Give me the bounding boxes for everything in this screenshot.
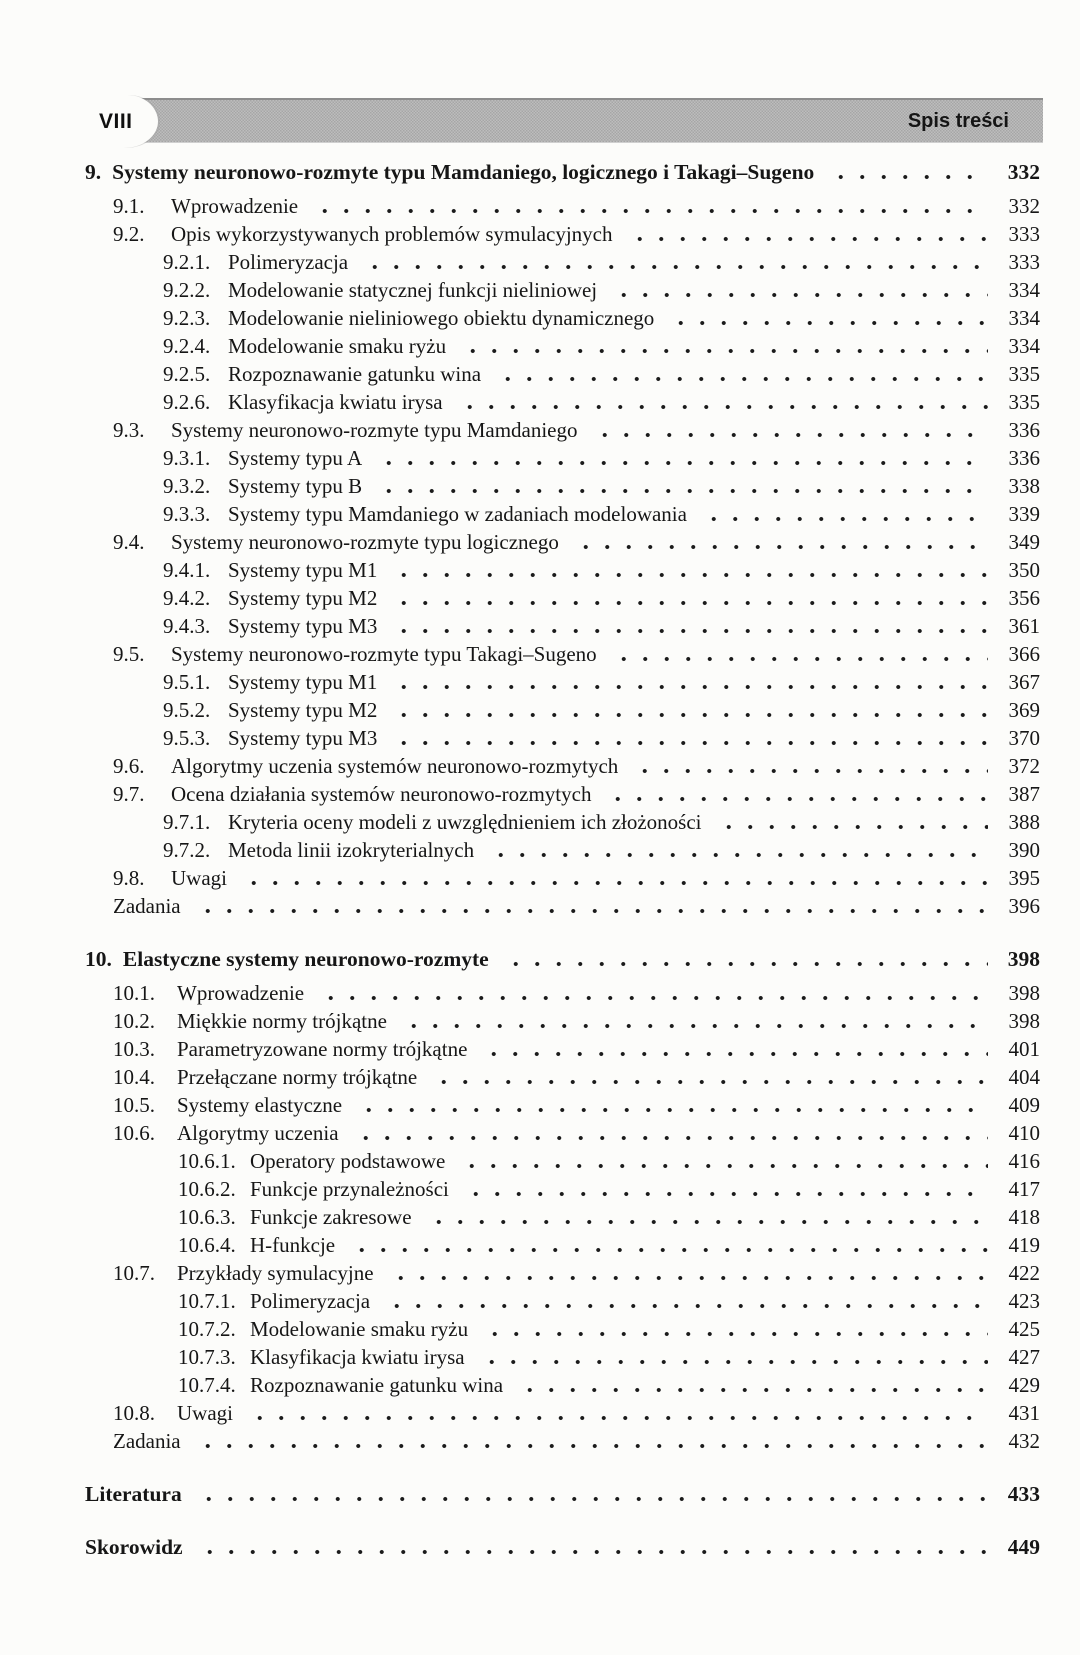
entry-title: Systemy neuronowo-rozmyte typu Mamdaniego, logicznego i Takagi–Sugeno <box>112 160 815 184</box>
toc-entry <box>85 192 1040 220</box>
entry-page: 366 <box>1008 642 1040 666</box>
entry-page: 332 <box>1008 194 1040 218</box>
toc-entry <box>85 360 1040 388</box>
entry-title: Systemy neuronowo-rozmyte typu logicznego <box>171 530 559 554</box>
entry-title: Algorytmy uczenia systemów neuronowo-rozmytych <box>171 754 619 778</box>
entry-page: 388 <box>1008 810 1040 834</box>
toc-entry <box>85 979 1040 1007</box>
dot-leader <box>191 1427 988 1455</box>
entry-number: 9.2.1. <box>163 250 211 274</box>
entry-number: 10.7. <box>113 1261 155 1285</box>
toc-section-chapter-10 <box>85 945 1040 1455</box>
dot-leader <box>422 1203 988 1231</box>
toc-entry <box>85 1259 1040 1287</box>
entry-title: Systemy neuronowo-rozmyte typu Mamdaniego <box>171 418 578 442</box>
entry-title: Klasyfikacja kwiatu irysa <box>250 1345 465 1369</box>
dot-leader <box>453 388 988 416</box>
toc-entry <box>85 892 1040 920</box>
entry-title: Modelowanie statycznej funkcji nieliniowej <box>228 278 598 302</box>
entry-title: Parametryzowane normy trójkątne <box>177 1037 468 1061</box>
entry-title: Funkcje zakresowe <box>250 1205 412 1229</box>
toc-entry <box>85 1315 1040 1343</box>
dot-leader <box>513 1371 988 1399</box>
toc-entry <box>85 1371 1040 1399</box>
entry-number: 9.5.3. <box>163 726 211 750</box>
entry-number: 9.5.1. <box>163 670 211 694</box>
entry-page: 419 <box>1008 1233 1040 1257</box>
entry-title: Ocena działania systemów neuronowo-rozmytych <box>171 782 592 806</box>
entry-number: 9.7.1. <box>163 810 211 834</box>
entry-title: Polimeryzacja <box>228 250 349 274</box>
entry-page: 349 <box>1008 530 1040 554</box>
dot-leader <box>314 979 988 1007</box>
entry-title: Kryteria oceny modeli z uwzględnieniem ich złożoności <box>228 810 702 834</box>
entry-number: 10.6.3. <box>178 1205 236 1229</box>
entry-page: 416 <box>1008 1149 1040 1173</box>
entry-page: 398 <box>1008 1009 1040 1033</box>
dot-leader <box>824 158 988 186</box>
entry-title: Zadania <box>113 894 181 918</box>
toc-entry <box>85 556 1040 584</box>
entry-title: Modelowanie smaku ryżu <box>228 334 447 358</box>
dot-leader <box>477 1035 988 1063</box>
toc-entry <box>85 780 1040 808</box>
toc-entry <box>85 1203 1040 1231</box>
page-number-badge <box>84 95 158 148</box>
dot-leader <box>352 1091 988 1119</box>
dot-leader <box>484 836 988 864</box>
toc-entry <box>85 1231 1040 1259</box>
dot-leader <box>345 1231 988 1259</box>
toc-entry <box>85 1427 1040 1455</box>
entry-page: 410 <box>1008 1121 1040 1145</box>
entry-page: 427 <box>1008 1345 1040 1369</box>
dot-leader <box>478 1315 988 1343</box>
entry-page: 417 <box>1008 1177 1040 1201</box>
entry-number: 9.4.2. <box>163 586 211 610</box>
entry-page: 390 <box>1008 838 1040 862</box>
dot-leader <box>607 276 988 304</box>
dot-leader <box>456 332 988 360</box>
dot-leader <box>384 1259 988 1287</box>
entry-number: 9.5. <box>113 642 145 666</box>
entry-number: 10.7.2. <box>178 1317 236 1341</box>
dot-leader <box>372 444 988 472</box>
dot-leader <box>349 1119 988 1147</box>
entry-page: 429 <box>1008 1373 1040 1397</box>
entry-title: Algorytmy uczenia <box>177 1121 339 1145</box>
entry-title: Wprowadzenie <box>177 981 305 1005</box>
entry-title: Systemy typu M3 <box>228 614 378 638</box>
entry-number: 9.3.3. <box>163 502 211 526</box>
toc-entry <box>85 668 1040 696</box>
entry-title: Systemy typu B <box>228 474 363 498</box>
dot-leader <box>712 808 989 836</box>
dot-leader <box>459 1175 988 1203</box>
entry-number: 10.4. <box>113 1065 155 1089</box>
toc-entry <box>85 220 1040 248</box>
dot-leader <box>191 892 988 920</box>
entry-page: 350 <box>1008 558 1040 582</box>
entry-title: Systemy elastyczne <box>177 1093 343 1117</box>
entry-page: 335 <box>1008 390 1040 414</box>
entry-number: 9.2. <box>113 222 145 246</box>
entry-number: 9.7.2. <box>163 838 211 862</box>
dot-leader <box>607 640 988 668</box>
table-of-contents <box>85 158 1040 1567</box>
entry-number: 10.6.2. <box>178 1177 236 1201</box>
dot-leader <box>623 220 988 248</box>
entry-page: 361 <box>1008 614 1040 638</box>
entry-page: 409 <box>1008 1093 1040 1117</box>
entry-page: 398 <box>1008 981 1040 1005</box>
toc-entry <box>85 1063 1040 1091</box>
entry-page: 333 <box>1008 222 1040 246</box>
toc-entry <box>85 472 1040 500</box>
toc-entry <box>85 1399 1040 1427</box>
entry-title: Przykłady symulacyjne <box>177 1261 374 1285</box>
entry-page: 422 <box>1008 1261 1040 1285</box>
entry-page: 332 <box>1007 160 1040 184</box>
dot-leader <box>380 1287 988 1315</box>
dot-leader <box>243 1399 988 1427</box>
entry-number: 10.6.1. <box>178 1149 236 1173</box>
toc-section-skorowidz <box>85 1533 1040 1561</box>
dot-leader <box>397 1007 988 1035</box>
toc-entry <box>85 752 1040 780</box>
toc-entry <box>85 528 1040 556</box>
entry-number: 9.3. <box>113 418 145 442</box>
toc-entry <box>85 388 1040 416</box>
entry-title: Operatory podstawowe <box>250 1149 446 1173</box>
toc-entry <box>85 1147 1040 1175</box>
dot-leader <box>664 304 988 332</box>
toc-chapter-heading <box>85 1480 1040 1508</box>
entry-title: Systemy typu M3 <box>228 726 378 750</box>
dot-leader <box>387 556 988 584</box>
entry-page: 372 <box>1008 754 1040 778</box>
entry-title: Wprowadzenie <box>171 194 299 218</box>
entry-number: 10.6. <box>113 1121 155 1145</box>
entry-number: 10.8. <box>113 1401 155 1425</box>
dot-leader <box>499 945 988 973</box>
dot-leader <box>387 612 988 640</box>
dot-leader <box>628 752 988 780</box>
entry-number: 9.3.2. <box>163 474 211 498</box>
dot-leader <box>455 1147 988 1175</box>
entry-number: 10.7.1. <box>178 1289 236 1313</box>
toc-entry <box>85 500 1040 528</box>
entry-page: 334 <box>1008 278 1040 302</box>
toc-entry <box>85 864 1040 892</box>
entry-number: 9.6. <box>113 754 145 778</box>
dot-leader <box>427 1063 988 1091</box>
entry-title: Klasyfikacja kwiatu irysa <box>228 390 443 414</box>
entry-number: 9.4.3. <box>163 614 211 638</box>
toc-entry <box>85 640 1040 668</box>
dot-leader <box>358 248 988 276</box>
toc-entry <box>85 416 1040 444</box>
entry-page: 432 <box>1008 1429 1040 1453</box>
dot-leader <box>387 696 988 724</box>
dot-leader <box>308 192 988 220</box>
entry-number: 9.2.3. <box>163 306 211 330</box>
entry-page: 369 <box>1008 698 1040 722</box>
toc-section-literatura <box>85 1480 1040 1508</box>
entry-number: 9.3.1. <box>163 446 211 470</box>
entry-title: Systemy typu A <box>228 446 363 470</box>
entry-number: 10.7.4. <box>178 1373 236 1397</box>
entry-title: Elastyczne systemy neuronowo-rozmyte <box>122 947 489 971</box>
toc-chapter-heading <box>85 945 1040 973</box>
toc-entry <box>85 1119 1040 1147</box>
entry-number: 10.1. <box>113 981 155 1005</box>
entry-number: 9.1. <box>113 194 145 218</box>
entry-title: Funkcje przynależności <box>250 1177 449 1201</box>
entry-number: 10.6.4. <box>178 1233 236 1257</box>
entry-page: 336 <box>1008 418 1040 442</box>
entry-title: Miękkie normy trójkątne <box>177 1009 387 1033</box>
entry-page: 398 <box>1007 947 1040 971</box>
toc-entry <box>85 696 1040 724</box>
entry-page: 333 <box>1008 250 1040 274</box>
entry-title: H-funkcje <box>250 1233 336 1257</box>
entry-number: 9.2.4. <box>163 334 211 358</box>
dot-leader <box>372 472 988 500</box>
entry-title: Literatura <box>85 1482 182 1506</box>
entry-page: 433 <box>1007 1482 1040 1506</box>
toc-entry <box>85 248 1040 276</box>
entry-title: Systemy typu Mamdaniego w zadaniach modelowania <box>228 502 687 526</box>
entry-title: Systemy typu M2 <box>228 698 378 722</box>
entry-title: Uwagi <box>177 1401 233 1425</box>
entry-number: 9.8. <box>113 866 145 890</box>
dot-leader <box>237 864 988 892</box>
toc-entry <box>85 612 1040 640</box>
entry-page: 334 <box>1008 306 1040 330</box>
entry-title: Systemy typu M2 <box>228 586 378 610</box>
entry-page: 431 <box>1008 1401 1040 1425</box>
entry-page: 449 <box>1007 1535 1040 1559</box>
entry-page: 367 <box>1008 670 1040 694</box>
entry-page: 404 <box>1008 1065 1040 1089</box>
entry-number: 10.2. <box>113 1009 155 1033</box>
entry-number: 10.3. <box>113 1037 155 1061</box>
running-header-title: Spis treści <box>907 109 1009 132</box>
entry-title: Zadania <box>113 1429 181 1453</box>
dot-leader <box>192 1480 988 1508</box>
toc-entry <box>85 836 1040 864</box>
entry-title: Rozpoznawanie gatunku wina <box>228 362 482 386</box>
entry-page: 370 <box>1008 726 1040 750</box>
dot-leader <box>697 500 988 528</box>
toc-entry <box>85 584 1040 612</box>
entry-number: 9.2.6. <box>163 390 211 414</box>
toc-chapter-heading <box>85 158 1040 186</box>
toc-entry <box>85 808 1040 836</box>
entry-title: Systemy typu M1 <box>228 558 378 582</box>
toc-entry <box>85 1343 1040 1371</box>
entry-number: 9.4.1. <box>163 558 211 582</box>
dot-leader <box>387 668 988 696</box>
entry-number: 9. <box>85 160 102 184</box>
toc-entry <box>85 1007 1040 1035</box>
entry-title: Modelowanie nieliniowego obiektu dynamicznego <box>228 306 655 330</box>
toc-entry <box>85 1091 1040 1119</box>
entry-page: 387 <box>1008 782 1040 806</box>
entry-title: Systemy neuronowo-rozmyte typu Takagi–Sugeno <box>171 642 597 666</box>
page-number: VIII <box>99 109 133 133</box>
dot-leader <box>193 1533 988 1561</box>
entry-title: Systemy typu M1 <box>228 670 378 694</box>
entry-title: Rozpoznawanie gatunku wina <box>250 1373 504 1397</box>
toc-entry <box>85 276 1040 304</box>
running-header-bar <box>85 98 1043 143</box>
entry-page: 396 <box>1008 894 1040 918</box>
toc-chapter-heading <box>85 1533 1040 1561</box>
entry-title: Przełączane normy trójkątne <box>177 1065 418 1089</box>
dot-leader <box>601 780 988 808</box>
entry-number: 9.4. <box>113 530 145 554</box>
entry-page: 335 <box>1008 362 1040 386</box>
entry-title: Metoda linii izokryterialnych <box>228 838 475 862</box>
entry-page: 336 <box>1008 446 1040 470</box>
dot-leader <box>569 528 988 556</box>
toc-entry <box>85 332 1040 360</box>
entry-number: 9.5.2. <box>163 698 211 722</box>
entry-number: 9.7. <box>113 782 145 806</box>
entry-page: 418 <box>1008 1205 1040 1229</box>
entry-page: 395 <box>1008 866 1040 890</box>
dot-leader <box>588 416 988 444</box>
entry-number: 9.2.2. <box>163 278 211 302</box>
toc-entry <box>85 1035 1040 1063</box>
entry-number: 9.2.5. <box>163 362 211 386</box>
entry-title: Uwagi <box>171 866 227 890</box>
entry-number: 10.7.3. <box>178 1345 236 1369</box>
toc-entry <box>85 444 1040 472</box>
dot-leader <box>387 584 988 612</box>
entry-page: 339 <box>1008 502 1040 526</box>
entry-page: 401 <box>1008 1037 1040 1061</box>
entry-page: 338 <box>1008 474 1040 498</box>
entry-title: Opis wykorzystywanych problemów symulacyjnych <box>171 222 613 246</box>
entry-page: 334 <box>1008 334 1040 358</box>
toc-entry <box>85 304 1040 332</box>
entry-page: 423 <box>1008 1289 1040 1313</box>
entry-title: Modelowanie smaku ryżu <box>250 1317 469 1341</box>
dot-leader <box>387 724 988 752</box>
entry-page: 425 <box>1008 1317 1040 1341</box>
entry-number: 10. <box>85 947 112 971</box>
toc-entry <box>85 724 1040 752</box>
entry-title: Skorowidz <box>85 1535 183 1559</box>
dot-leader <box>491 360 988 388</box>
dot-leader <box>475 1343 988 1371</box>
toc-section-chapter-9 <box>85 158 1040 920</box>
entry-page: 356 <box>1008 586 1040 610</box>
toc-entry <box>85 1175 1040 1203</box>
entry-title: Polimeryzacja <box>250 1289 371 1313</box>
toc-entry <box>85 1287 1040 1315</box>
entry-number: 10.5. <box>113 1093 155 1117</box>
